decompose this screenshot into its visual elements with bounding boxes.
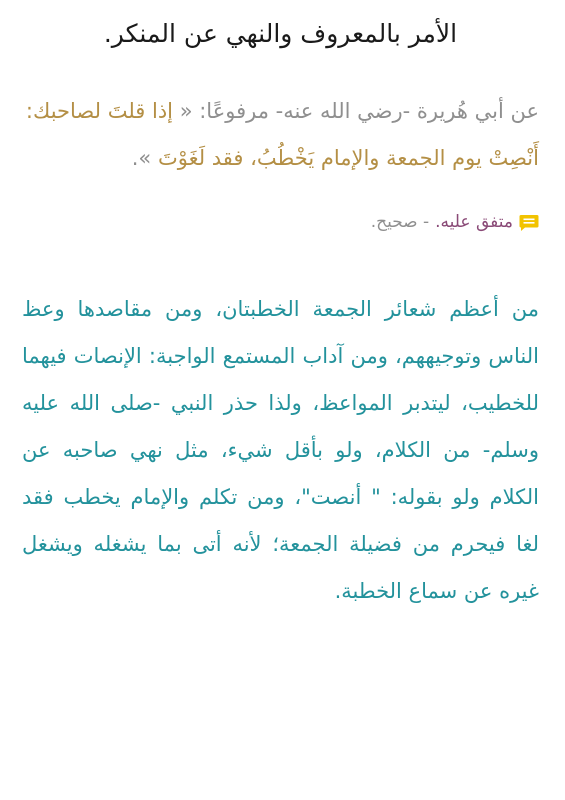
hadith-closing: ». — [131, 146, 152, 170]
hadith-source — [22, 208, 539, 236]
page-title: الأمر بالمعروف والنهي عن المنكر. — [103, 19, 458, 48]
comment-icon — [519, 213, 539, 231]
source-collection: متفق عليه. — [435, 212, 513, 232]
explanation-text: من أعظم شعائر الجمعة الخطبتان، ومن مقاصدها وعظ الناس وتوجيههم، ومن آداب المستمع الواجبة: الإنصات فيهما للخطيب، ليتدبر المواعظ، ولذا حذر النبي -صلى الله عليه وسلم- من الكلام، ولو بأقل شيء، مثل نهي صاحبه عن الكلام ولو بقوله: " أنصت"، ومن تكلم والإمام يخطب فقد لغا فيحرم من فضيلة الجمعة؛ لأنه أتى بما يشغله ويشغل غيره عن سماع الخطبة. — [22, 297, 539, 603]
hadith-quote: إذا قلتَ لصاحبك: أَنْصِتْ يوم الجمعة والإمام يَخْطُبُ، فقد لَغَوْتَ — [25, 99, 539, 170]
hadith-text — [22, 88, 539, 182]
hadith-narrator: عن أبي هُريرة -رضي الله عنه- مرفوعًا: « — [179, 99, 539, 123]
source-grade: - صحيح. — [370, 212, 430, 232]
